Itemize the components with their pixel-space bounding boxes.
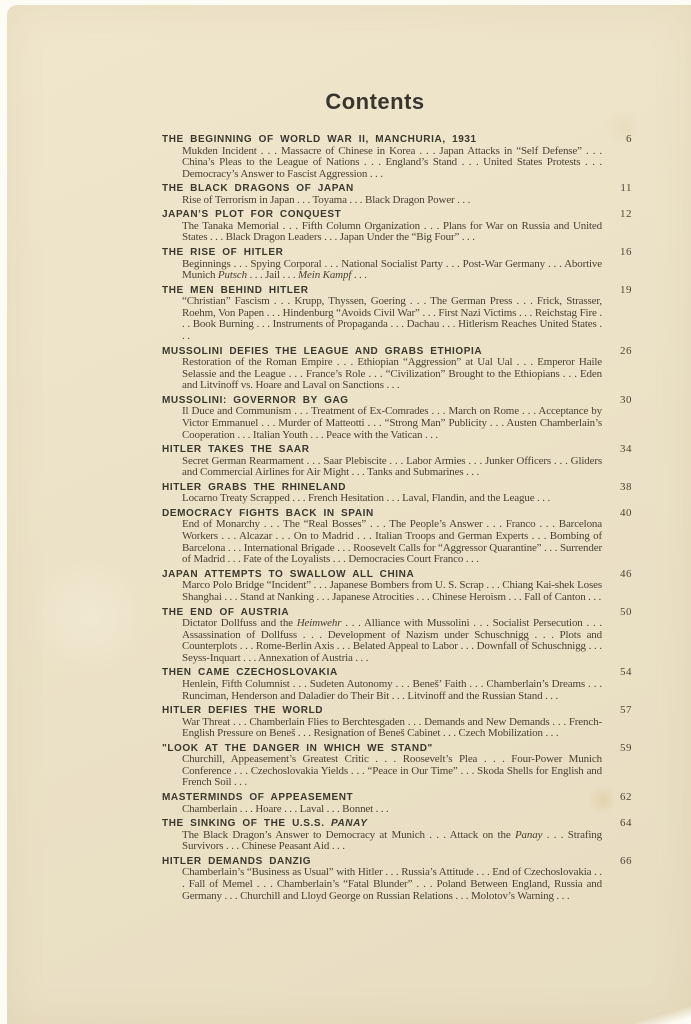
entry-summary [182,754,602,789]
entry-title-text: HITLER DEMANDS DANZIG [162,855,312,867]
entry-page-number: 64 [620,817,632,830]
entry-summary-text: Mukden Incident . . . Massacre of Chinese in Korea . . . Japan Attacks in “Self Defense” . . . China’s Pleas to the League of Nations . . . England’s Stand . . . United States Protests . . . Democracy’s Answer to Fascist Aggression . . . [182,144,602,180]
entry-page-number: 40 [620,506,632,519]
entry-page-number: 19 [620,283,632,296]
entry-summary [182,146,602,181]
entry-summary-text: “Christian” Fascism . . . Krupp, Thyssen, Goering . . . The German Press . . . Frick, Strasser, Roehm, Von Papen . . . Hindenburg “Avoids Civil War” . . . First Nazi Victims . . . Reichstag Fire . . . Book Burning . . . Instruments of Propaganda . . . Dachau . . . Hitlerism Reaches United States . . . [182,295,602,343]
toc-entry [162,345,632,392]
entry-summary [182,519,602,565]
entry-summary [182,717,602,740]
entry-title-text: MUSSOLINI: GOVERNOR BY GAG [162,394,349,406]
toc-entry [162,394,632,441]
entry-page-number: 59 [620,741,632,754]
entry-summary [182,830,602,853]
entry-summary-italic-text: Panay [514,828,543,841]
toc-entry [162,568,632,604]
entry-title-text: DEMOCRACY FIGHTS BACK IN SPAIN [162,507,374,519]
entry-title-text: HITLER DEFIES THE WORLD [162,705,324,717]
toc-entry [162,791,632,815]
entry-page-number: 12 [620,208,632,221]
entry-title-text: THE MEN BEHIND HITLER [162,284,309,296]
entry-summary [182,406,602,441]
entry-page-number: 30 [620,393,632,406]
entry-summary-text: Restoration of the Roman Empire . . . Ethiopian “Aggression” at Ual Ual . . . Emperor Haile Selassie and the League . . . France’s Role . . . “Civilization” Brought to the Ethiopians . . . Eden and Litvinoff vs. Hoare and Laval on Sanctions . . . [182,356,602,392]
entry-summary-italic-text: Putsch [217,269,247,282]
entry-summary-text: End of Monarchy . . . The “Real Bosses” . . . The People’s Answer . . . Franco . . . Barcelona Workers . . . Alcazar . . . On to Madrid . . . Italian Troops and German Experts . . . Bombing of Barcelona . . . International Brigade . . . Roosevelt Calls for “Aggressor Quarantine” . . . Surrender of Madrid . . . Fate of the Loyalists . . . Democracies Court Franco . . . [182,518,602,566]
toc-entry [162,855,632,902]
entry-title-text: MASTERMINDS OF APPEASEMENT [162,792,354,804]
entry-title-text: THE BEGINNING OF WORLD WAR II, MANCHURIA, 1931 [162,134,477,145]
entry-summary-text: The Black Dragon’s Answer to Democracy at Munich . . . Attack on the [182,828,515,841]
entry-page-number: 26 [620,344,632,357]
entry-summary [182,679,602,702]
entry-summary-text: Beginnings . . . Spying Corporal . . . National Socialist Party . . . Post-War Germany . . . Abortive Munich [182,257,602,282]
entry-title-italic-text: PANAY [330,818,368,830]
entry-summary-text: Chamberlain’s “Business as Usual” with Hitler . . . Russia’s Attitude . . . End of Czechoslovakia . . . Fall of Memel . . . Chamberlain’s “Fatal Blunder” . . . Poland Between England, Russia and Germany . . . Churchill and Lloyd George on Russian Relations . . . Molotov’s Warning . . . [182,866,602,902]
entry-summary-text: Rise of Terrorism in Japan . . . Toyama . . . Black Dragon Power . . . [182,193,471,206]
entry-title-text: MUSSOLINI DEFIES THE LEAGUE AND GRABS ETHIOPIA [162,345,483,357]
entry-page-number: 66 [620,854,632,867]
entry-title-text: JAPAN’S PLOT FOR CONQUEST [162,209,342,221]
toc-entry [162,208,632,244]
toc-entries [162,133,632,902]
book-page [7,5,691,1024]
entry-title-text: THE SINKING OF THE U.S.S. [162,818,331,830]
toc-entry [162,606,632,665]
entry-page-number: 11 [620,182,632,195]
entry-summary-text: The Tanaka Memorial . . . Fifth Column Organization . . . Plans for War on Russia and United States . . . Black Dragon Leaders . . . Japan Under the “Big Four” . . . [182,219,602,244]
entry-summary [182,580,602,603]
entry-summary-text: Dictator Dollfuss and the [182,617,297,630]
entry-summary [182,456,602,479]
entry-summary [182,259,602,282]
entry-summary-text: Secret German Rearmament . . . Saar Plebiscite . . . Labor Armies . . . Junker Officers . . . Gliders and Commercial Airlines for Air Might . . . Tanks and Submarines . . . [182,454,602,479]
entry-summary [182,618,602,664]
entry-page-number: 57 [620,704,632,717]
entry-summary [182,296,602,342]
entry-summary [182,493,602,505]
toc-entry [162,133,632,180]
entry-summary-text: Henlein, Fifth Columnist . . . Sudeten Autonomy . . . Beneš’ Faith . . . Chamberlain’s Dreams . . . Runciman, Henderson and Daladier do Their Bit . . . Litvinoff and the Russian Stand . . . [182,677,602,702]
entry-summary-text: Marco Polo Bridge “Incident” . . . Japanese Bombers from U. S. Scrap . . . Chiang Kai-shek Loses Shanghai . . . Stand at Nanking . . . Japanese Atrocities . . . Chinese Heroism . . . Fall of Canton . . . [182,579,602,603]
toc-entry [162,443,632,479]
entry-summary-text: . . . Alliance with Mussolini . . . Socialist Persecution . . . Assassination of Dollfuss . . . Development of Nazism under Schuschnigg . . . Plots and Counterplots . . . Rome-Berlin Axis . . . Belated Appeal to Labor . . . Downfall of Schuschnigg . . . Seyss-Inquart . . . Annexation of Austria . . . [182,617,602,664]
entry-title-text: THE BLACK DRAGONS OF JAPAN [162,183,354,195]
entry-title-text: THE END OF AUSTRIA [162,606,290,618]
entry-title-text: "LOOK AT THE DANGER IN WHICH WE STAND" [162,742,433,754]
toc-entry [162,182,632,206]
entry-page-number: 62 [620,791,632,804]
toc-entry [162,666,632,702]
table-of-contents [162,89,632,902]
entry-title-text: THE RISE OF HITLER [162,247,284,259]
toc-entry [162,284,632,343]
entry-summary-italic-text: Mein Kampf [298,269,352,282]
toc-entry [162,742,632,789]
entry-page-number: 6 [626,133,632,145]
entry-summary-text: . . . Strafing Survivors . . . Chinese Peasant Aid . . . [182,828,602,853]
entry-page-number: 50 [620,605,632,618]
entry-summary [182,867,602,902]
entry-summary-italic-text: Heimwehr [296,617,342,630]
toc-entry [162,246,632,282]
entry-page-number: 38 [620,480,632,493]
entry-summary-text: Churchill, Appeasement’s Greatest Critic . . . Roosevelt’s Plea . . . Four-Power Munich Conference . . . Czechoslovakia Yields . . . “Peace in Our Time” . . . Skoda Shells for English and French Soil . . . [182,753,602,789]
entry-title-text: HITLER TAKES THE SAAR [162,444,310,456]
entry-summary-text: . . . Jail . . . [246,269,299,282]
entry-title-text: JAPAN ATTEMPTS TO SWALLOW ALL CHINA [162,568,415,580]
entry-summary-text: War Threat . . . Chamberlain Flies to Berchtesgaden . . . Demands and New Demands . . . French-English Pressure on Beneš . . . Resignation of Beneš Cabinet . . . Czech Mobilization . . . [182,715,602,740]
entry-summary-text: Chamberlain . . . Hoare . . . Laval . . . Bonnet . . . [182,802,389,815]
entry-summary-text: . . . [351,269,367,282]
entry-summary [182,195,602,207]
entry-page-number: 16 [620,246,632,259]
entry-page-number: 54 [620,666,632,679]
toc-entry [162,481,632,505]
page-title: Contents [325,89,425,114]
toc-entry [162,704,632,740]
entry-page-number: 46 [620,567,632,580]
entry-summary [182,221,602,244]
entry-summary [182,804,602,816]
entry-summary [182,357,602,392]
entry-summary-text: Locarno Treaty Scrapped . . . French Hesitation . . . Laval, Flandin, and the League . . . [182,492,551,505]
toc-entry [162,817,632,853]
entry-summary-text: Il Duce and Communism . . . Treatment of Ex-Comrades . . . March on Rome . . . Acceptance by Victor Emmanuel . . . Murder of Matteotti . . . “Strong Man” Publicity . . . Austen Chamberlain’s Cooperation . . . Italian Youth . . . Peace with the Vatican . . . [182,405,602,441]
entry-title-text: THEN CAME CZECHOSLOVAKIA [162,667,338,679]
entry-title-text: HITLER GRABS THE RHINELAND [162,481,347,493]
toc-entry [162,507,632,566]
entry-page-number: 34 [620,443,632,456]
